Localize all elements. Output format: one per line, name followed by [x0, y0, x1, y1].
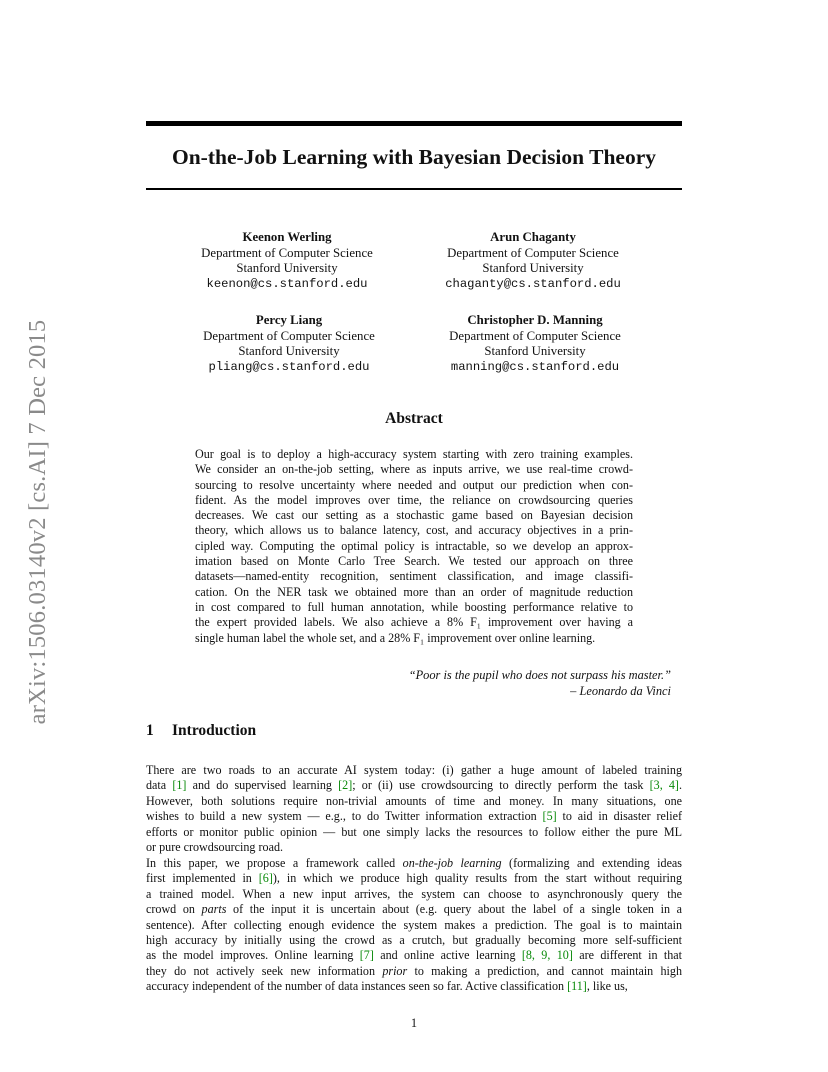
abstract-line: cipled way. Computing the optimal policy is intractable, so we develop an approx-	[195, 538, 633, 553]
body-text: , like us,	[586, 979, 628, 994]
arxiv-watermark: arXiv:1506.03140v2 [cs.AI] 7 Dec 2015	[24, 319, 51, 725]
section-number: 1	[146, 722, 154, 739]
author-affil: Stanford University	[482, 261, 584, 275]
citation-link[interactable]: [2]	[338, 778, 353, 793]
author-block	[167, 230, 407, 292]
title-top-rule	[146, 121, 682, 126]
title-bottom-rule	[146, 188, 682, 190]
intro-paragraph-2	[146, 856, 682, 995]
body-text: ; or (ii) use crowdsourcing to directly perform the task	[352, 778, 650, 793]
abstract-line: theory, which allows us to balance latency, cost, and accuracy objectives in a prin-	[195, 523, 633, 538]
text-line	[146, 933, 682, 948]
body-text: to making a prediction, and cannot maintain high	[407, 963, 683, 978]
abstract-line: the expert provided labels. We also achieve a 8% F₁ improvement over having a	[195, 615, 633, 630]
paper-title: On-the-Job Learning with Bayesian Decision Theory	[172, 145, 656, 169]
text-line	[146, 778, 682, 793]
body-text: (formalizing and extending ideas	[501, 856, 683, 870]
author-dept: Department of Computer Science	[447, 245, 619, 260]
author-name: Arun Chaganty	[490, 230, 576, 244]
emphasis-text: prior	[382, 963, 408, 978]
abstract-body	[195, 447, 633, 646]
author-affil: Stanford University	[236, 261, 338, 275]
author-email[interactable]: pliang@cs.stanford.edu	[208, 359, 370, 374]
text-line	[146, 902, 682, 917]
epigraph	[300, 668, 671, 699]
text-line	[146, 979, 682, 994]
citation-link[interactable]: [1]	[172, 778, 187, 793]
emphasis-text: parts	[201, 902, 227, 917]
text-line	[146, 809, 682, 824]
abstract-heading: Abstract	[385, 410, 443, 427]
body-text: a trained model. When a new input arrives, the system can choose to asynchronously query the	[146, 886, 682, 901]
author-block	[415, 313, 655, 375]
author-name: Keenon Werling	[242, 230, 332, 244]
citation-link[interactable]: [8, 9, 10]	[521, 948, 573, 963]
text-line	[146, 763, 682, 778]
text-line	[146, 948, 682, 963]
citation-link[interactable]: [3, 4]	[649, 778, 679, 793]
intro-paragraph-1	[146, 763, 682, 855]
abstract-line: single human label the whole set, and a 28% F₁ improvement over online learning.	[195, 630, 596, 645]
citation-link[interactable]: [11]	[567, 979, 587, 994]
text-line	[146, 794, 682, 809]
abstract-line: in cost compared to full human annotation, while boosting performance relative to	[195, 599, 633, 614]
body-text: to aid in disaster relief	[556, 809, 682, 824]
author-block	[413, 230, 653, 292]
author-email[interactable]: chaganty@cs.stanford.edu	[445, 276, 621, 291]
abstract-line: sourcing to resolve uncertainty where needed and output our prediction when con-	[195, 477, 633, 492]
body-text: and online active learning	[373, 948, 522, 963]
abstract-line: imation based on Monte Carlo Tree Search. We tested our approach on three	[195, 554, 633, 569]
body-text: first implemented in	[146, 871, 259, 886]
author-affil: Stanford University	[238, 344, 340, 358]
emphasis-text: on-the-job learning	[402, 856, 502, 870]
abstract-line: fident. As the model improves over time, the reliance on crowdsourcing queries	[195, 492, 633, 507]
body-text: and do supervised learning	[186, 778, 339, 793]
text-line	[146, 840, 682, 855]
body-text: ), in which we produce high quality results from the start without requiring	[272, 871, 682, 886]
author-dept: Department of Computer Science	[201, 245, 373, 260]
body-text: data	[146, 778, 173, 793]
text-line	[146, 964, 682, 979]
author-dept: Department of Computer Science	[203, 328, 375, 343]
text-line	[146, 825, 682, 840]
author-block	[169, 313, 409, 375]
abstract-line: datasets—named-entity recognition, sentiment classification, and image classifi-	[195, 569, 633, 584]
author-name: Christopher D. Manning	[467, 313, 603, 327]
epigraph-attribution: – Leonardo da Vinci	[570, 683, 671, 698]
epigraph-text: “Poor is the pupil who does not surpass his master.”	[408, 668, 671, 682]
body-text: high accuracy by initially using the crowd as a crutch, but gradually becoming more self-sufficient	[146, 933, 682, 948]
body-text: as the model improves. Online learning	[146, 948, 360, 963]
body-text: of the input it is uncertain about (e.g. query about the label of a single token in a	[226, 902, 682, 917]
text-line	[146, 856, 682, 871]
author-dept: Department of Computer Science	[449, 328, 621, 343]
body-text: .	[678, 778, 682, 793]
body-text: accuracy independent of the number of data instances seen so far. Active classification	[146, 979, 568, 994]
body-text: are different in that	[572, 948, 682, 963]
body-text: There are two roads to an accurate AI system today: (i) gather a huge amount of labeled training	[146, 763, 682, 777]
author-email[interactable]: manning@cs.stanford.edu	[450, 359, 620, 374]
abstract-line: We consider an on-the-job setting, where as inputs arrive, we use real-time crowd-	[195, 462, 633, 477]
abstract-line: Our goal is to deploy a high-accuracy system starting with zero training examples.	[195, 447, 633, 461]
body-text: efforts or monitor public opinion — but one simply lacks the resources to follow either the pure ML	[146, 824, 682, 839]
citation-link[interactable]: [5]	[542, 809, 557, 824]
text-line	[146, 887, 682, 902]
body-text: crowd on	[146, 902, 202, 917]
body-text: they do not actively seek new information	[146, 963, 383, 978]
citation-link[interactable]: [6]	[258, 871, 273, 886]
section-title: Introduction	[172, 722, 257, 739]
body-text: sentence). After collecting enough evidence the system makes a prediction. The goal is to maintain	[146, 917, 682, 932]
page-number: 1	[410, 1016, 418, 1030]
body-text: However, both solutions require non-trivial amounts of time and money. In many situations, one	[146, 793, 682, 808]
body-text: In this paper, we propose a framework called	[146, 856, 403, 870]
section-heading	[146, 722, 256, 740]
abstract-line: decreases. We cast our setting as a stochastic game based on Bayesian decision	[195, 508, 633, 523]
text-line	[146, 918, 682, 933]
author-name: Percy Liang	[255, 313, 323, 327]
body-text: wishes to build a new system — e.g., to do Twitter information extraction	[146, 809, 543, 824]
abstract-line: cation. On the NER task we obtained more than an order of magnitude reduction	[195, 584, 633, 599]
body-text: or pure crowdsourcing road.	[146, 840, 284, 855]
citation-link[interactable]: [7]	[359, 948, 374, 963]
author-email[interactable]: keenon@cs.stanford.edu	[206, 276, 368, 291]
text-line	[146, 871, 682, 886]
author-affil: Stanford University	[484, 344, 586, 358]
